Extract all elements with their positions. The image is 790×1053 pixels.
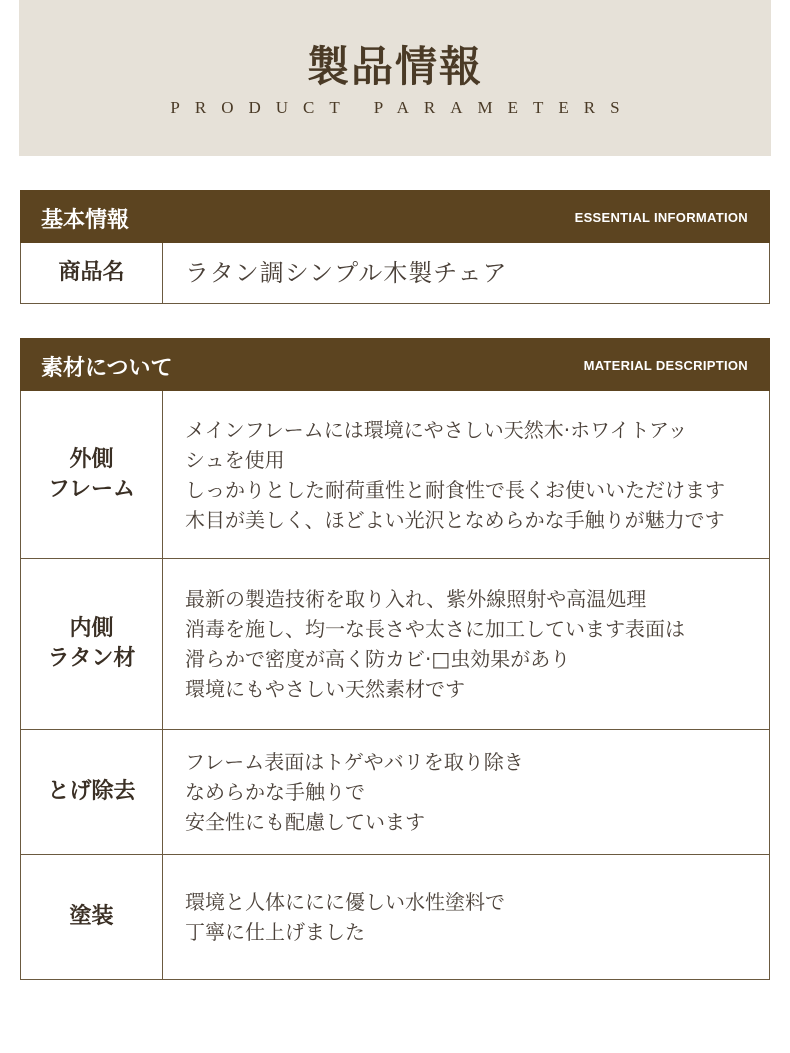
basic-info-title-en: ESSENTIAL INFORMATION <box>574 210 748 225</box>
outer-frame-label-line: 外側 <box>69 446 114 472</box>
inner-rattan-label <box>21 559 163 729</box>
description-line: 丁寧に仕上げました <box>185 920 365 944</box>
inner-rattan-row <box>20 559 770 730</box>
material-title-en: MATERIAL DESCRIPTION <box>583 358 748 373</box>
description-line: 安全性にも配慮しています <box>185 810 425 834</box>
page-subtitle: PRODUCT PARAMETERS <box>170 98 635 117</box>
description-line: 滑らかで密度が高く防カビ·□虫効果があり <box>185 647 571 671</box>
coating-label-text: 塗装 <box>69 904 114 929</box>
material-section <box>20 338 770 980</box>
description-line: メインフレームには環境にやさしい天然木·ホワイトアッ <box>185 417 688 442</box>
material-title: 素材について <box>41 356 173 381</box>
material-header <box>20 338 770 391</box>
description-line: しっかりとした耐荷重性と耐食性で長くお使いいただけます <box>185 477 725 502</box>
inner-rattan-label-line: ラタン材 <box>47 646 136 671</box>
inner-rattan-description <box>163 559 769 729</box>
inner-rattan-label-line: 内側 <box>69 616 114 641</box>
coating-label <box>21 855 163 979</box>
description-line: 最新の製造技術を取り入れ、紫外線照射や高温処理 <box>185 587 647 611</box>
outer-frame-description <box>163 391 769 558</box>
outer-frame-row <box>20 391 770 559</box>
deburring-label <box>21 730 163 854</box>
coating-row <box>20 855 770 980</box>
description-line: 木目が美しく、ほどよい光沢となめらかな手触りが魅力です <box>185 507 725 532</box>
deburring-row <box>20 730 770 855</box>
product-name-row <box>20 243 770 304</box>
header-banner <box>19 0 771 156</box>
product-name-value-text: ラタン調シンプル木製チェア <box>185 259 508 287</box>
coating-description <box>163 855 769 979</box>
deburring-description <box>163 730 769 854</box>
description-line: シュを使用 <box>185 447 285 472</box>
basic-info-header <box>20 190 770 243</box>
product-name-label-text: 商品名 <box>58 260 125 285</box>
page-title: 製品情報 <box>306 42 483 91</box>
basic-info-title: 基本情報 <box>41 208 130 233</box>
outer-frame-label-line: フレーム <box>47 476 136 502</box>
basic-info-section <box>20 190 770 304</box>
description-line: 環境と人体ににに優しい水性塗料で <box>185 890 505 914</box>
product-name-value <box>163 243 769 303</box>
outer-frame-label <box>21 391 163 558</box>
deburring-label-text: とげ除去 <box>47 779 136 804</box>
description-line: フレーム表面はトゲやバリを取り除き <box>185 750 524 774</box>
description-line: 消毒を施し、均一な長さや太さに加工しています表面は <box>185 617 685 641</box>
description-line: なめらかな手触りで <box>185 780 365 804</box>
product-name-label <box>21 243 163 303</box>
description-line: 環境にもやさしい天然素材です <box>185 677 465 701</box>
